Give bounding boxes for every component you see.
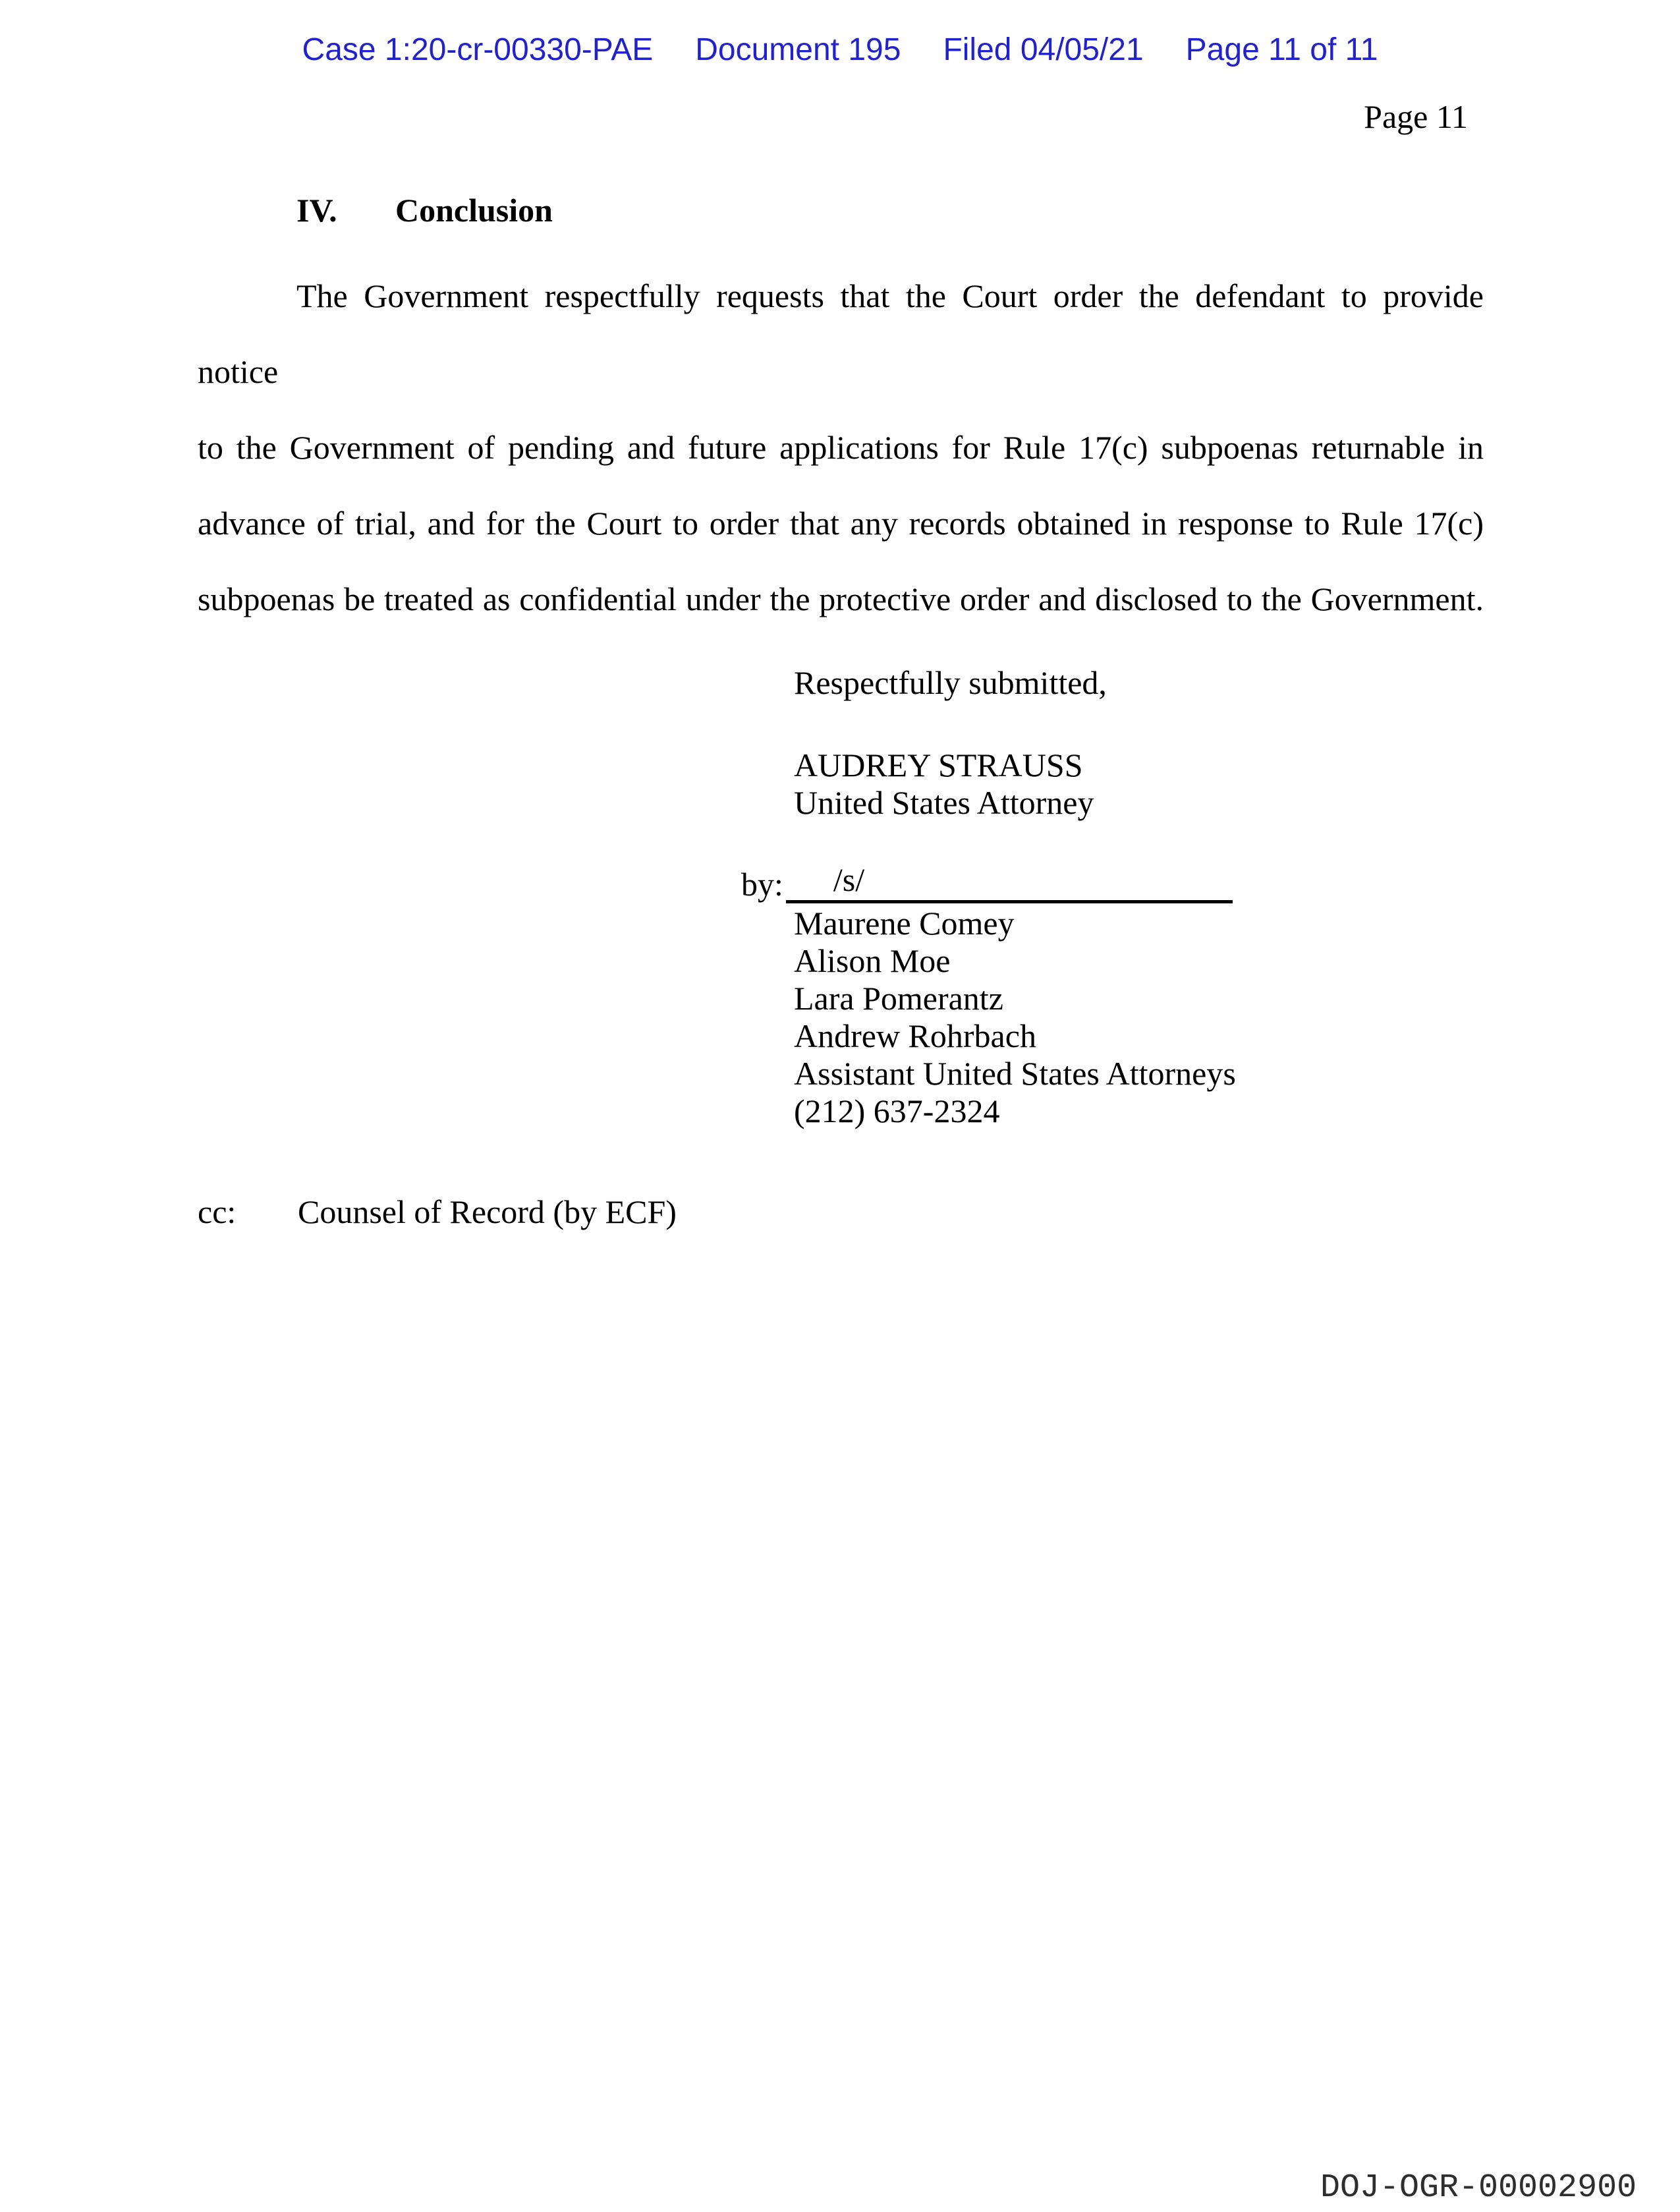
- paragraph-line: The Government respectfully requests that the Court order the defendant to provide notice: [198, 277, 1484, 390]
- signer-name: Maurene Comey: [794, 905, 1015, 942]
- conclusion-paragraph: [198, 258, 1484, 637]
- signers-title: Assistant United States Attorneys: [794, 1055, 1236, 1092]
- cc-line: [198, 1193, 677, 1231]
- cc-text: Counsel of Record (by ECF): [298, 1193, 677, 1230]
- signature-line: [786, 861, 1233, 903]
- paragraph-line: advance of trial, and for the Court to order that any records obtained in response to Rule 17(c): [198, 505, 1484, 542]
- stamp-filed-date: Filed 04/05/21: [943, 32, 1144, 67]
- signer-name: Lara Pomerantz: [794, 980, 1003, 1017]
- ecf-header-stamp: [0, 32, 1680, 68]
- by-line: [741, 861, 1236, 903]
- attorney-title: United States Attorney: [794, 784, 1094, 821]
- stamp-page-count: Page 11 of 11: [1185, 32, 1378, 67]
- paragraph-line: to the Government of pending and future applications for Rule 17(c) subpoenas returnable in: [198, 429, 1484, 466]
- bates-number: DOJ-OGR-00002900: [1320, 2169, 1637, 2207]
- signers-phone: (212) 637-2324: [794, 1092, 1000, 1129]
- stamp-case-number: Case 1:20-cr-00330-PAE: [302, 32, 654, 67]
- salutation: Respectfully submitted,: [794, 664, 1107, 701]
- page-number: Page 11: [1364, 98, 1468, 135]
- signer-name: Alison Moe: [794, 942, 951, 979]
- by-label: by:: [741, 866, 783, 903]
- section-title: Conclusion: [395, 192, 553, 229]
- paragraph-line: subpoenas be treated as confidential under the protective order and disclosed to the Government.: [198, 581, 1484, 617]
- stamp-document-number: Document 195: [695, 32, 901, 67]
- signer-list: [794, 905, 1236, 1130]
- cc-label: cc:: [198, 1193, 237, 1230]
- attorney-name: AUDREY STRAUSS: [794, 747, 1083, 783]
- signature-mark: /s/: [833, 861, 865, 898]
- signer-name: Andrew Rohrbach: [794, 1017, 1036, 1054]
- section-heading: [296, 191, 553, 229]
- section-numeral: IV.: [296, 192, 337, 229]
- signature-block: [741, 664, 1236, 1130]
